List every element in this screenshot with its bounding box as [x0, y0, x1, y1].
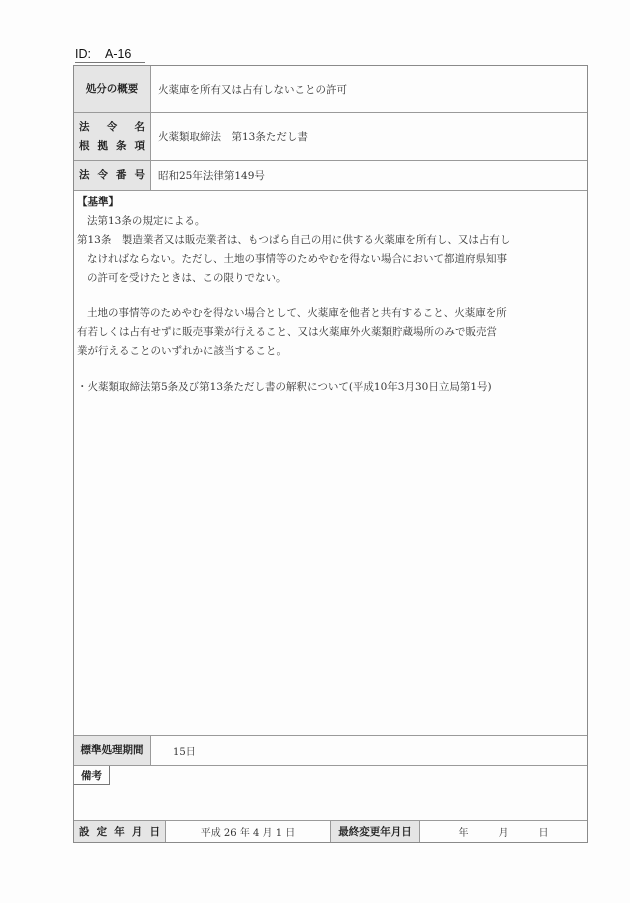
summary-label: 処分の概要 — [74, 66, 151, 112]
processing-period-value: 15日 — [173, 747, 196, 758]
label-char: 名 — [134, 120, 145, 133]
criteria-section — [74, 191, 587, 736]
criteria-line: 第13条 製造業者又は販売業者は、もつぱら自己の用に供する火薬庫を所有し、又は占有し — [77, 234, 511, 246]
processing-period-label: 標準処理期間 — [74, 736, 151, 765]
criteria-line: 業が行えることのいずれかに該当すること。 — [77, 345, 287, 357]
document-id — [75, 47, 145, 63]
law-number-label — [74, 161, 151, 190]
set-date-label — [74, 821, 166, 842]
last-changed-label: 最終変更年月日 — [331, 821, 420, 842]
label-char: 設 — [79, 826, 90, 838]
legal-basis-label-line1 — [79, 118, 145, 137]
legal-basis-label — [74, 113, 151, 160]
label-char: 項 — [134, 139, 145, 152]
law-number-value: 昭和25年法律第149号 — [158, 170, 265, 182]
criteria-line: の許可を受けたときは、この限りでない。 — [87, 272, 287, 284]
label-char: 法 — [79, 120, 90, 133]
day-placeholder: 日 — [538, 828, 549, 839]
summary-row — [74, 66, 587, 113]
criteria-line: 法第13条の規定による。 — [87, 215, 206, 227]
criteria-heading: 【基準】 — [77, 196, 119, 208]
label-char: 年 — [114, 826, 125, 838]
month-placeholder: 月 — [498, 828, 509, 839]
year-placeholder: 年 — [458, 828, 469, 839]
legal-basis-label-line2 — [79, 137, 145, 156]
label-char: 法 — [79, 169, 90, 181]
dates-row — [74, 821, 587, 842]
label-char: 拠 — [97, 139, 108, 152]
criteria-line: 土地の事情等のためやむを得ない場合として、火薬庫を他者と共有すること、火薬庫を所 — [87, 307, 507, 319]
summary-value: 火薬庫を所有又は占有しないことの許可 — [158, 83, 347, 96]
document-id-value: A-16 — [104, 47, 132, 61]
label-char: 条 — [116, 139, 127, 152]
legal-basis-row — [74, 113, 587, 161]
criteria-line: なければならない。ただし、土地の事情等のためやむを得ない場合において都道府県知事 — [87, 253, 507, 265]
label-char: 月 — [131, 826, 143, 838]
label-char: 根 — [79, 139, 90, 152]
legal-basis-value: 火薬類取締法 第13条ただし書 — [158, 131, 308, 143]
label-char: 令 — [106, 120, 118, 133]
label-char: 定 — [96, 826, 108, 838]
law-number-row — [74, 161, 587, 191]
document-id-label: ID: — [75, 47, 91, 61]
label-char: 号 — [134, 169, 145, 181]
remarks-label: 備考 — [74, 766, 110, 785]
set-date-value: 平成 26 年 4 月 1 日 — [166, 821, 331, 842]
label-char: 令 — [97, 169, 108, 181]
criteria-line: 有若しくは占有せずに販売事業が行えること、又は火薬庫外火薬類貯蔵場所のみで販売営 — [77, 326, 497, 338]
disposition-form — [73, 65, 588, 843]
last-changed-value — [420, 821, 587, 842]
processing-period-row — [74, 736, 587, 766]
remarks-section — [74, 766, 587, 821]
label-char: 番 — [116, 169, 127, 181]
label-char: 日 — [149, 826, 160, 838]
criteria-reference: ・火薬類取締法第5条及び第13条ただし書の解釈について(平成10年3月30日立局第1号) — [77, 381, 492, 393]
